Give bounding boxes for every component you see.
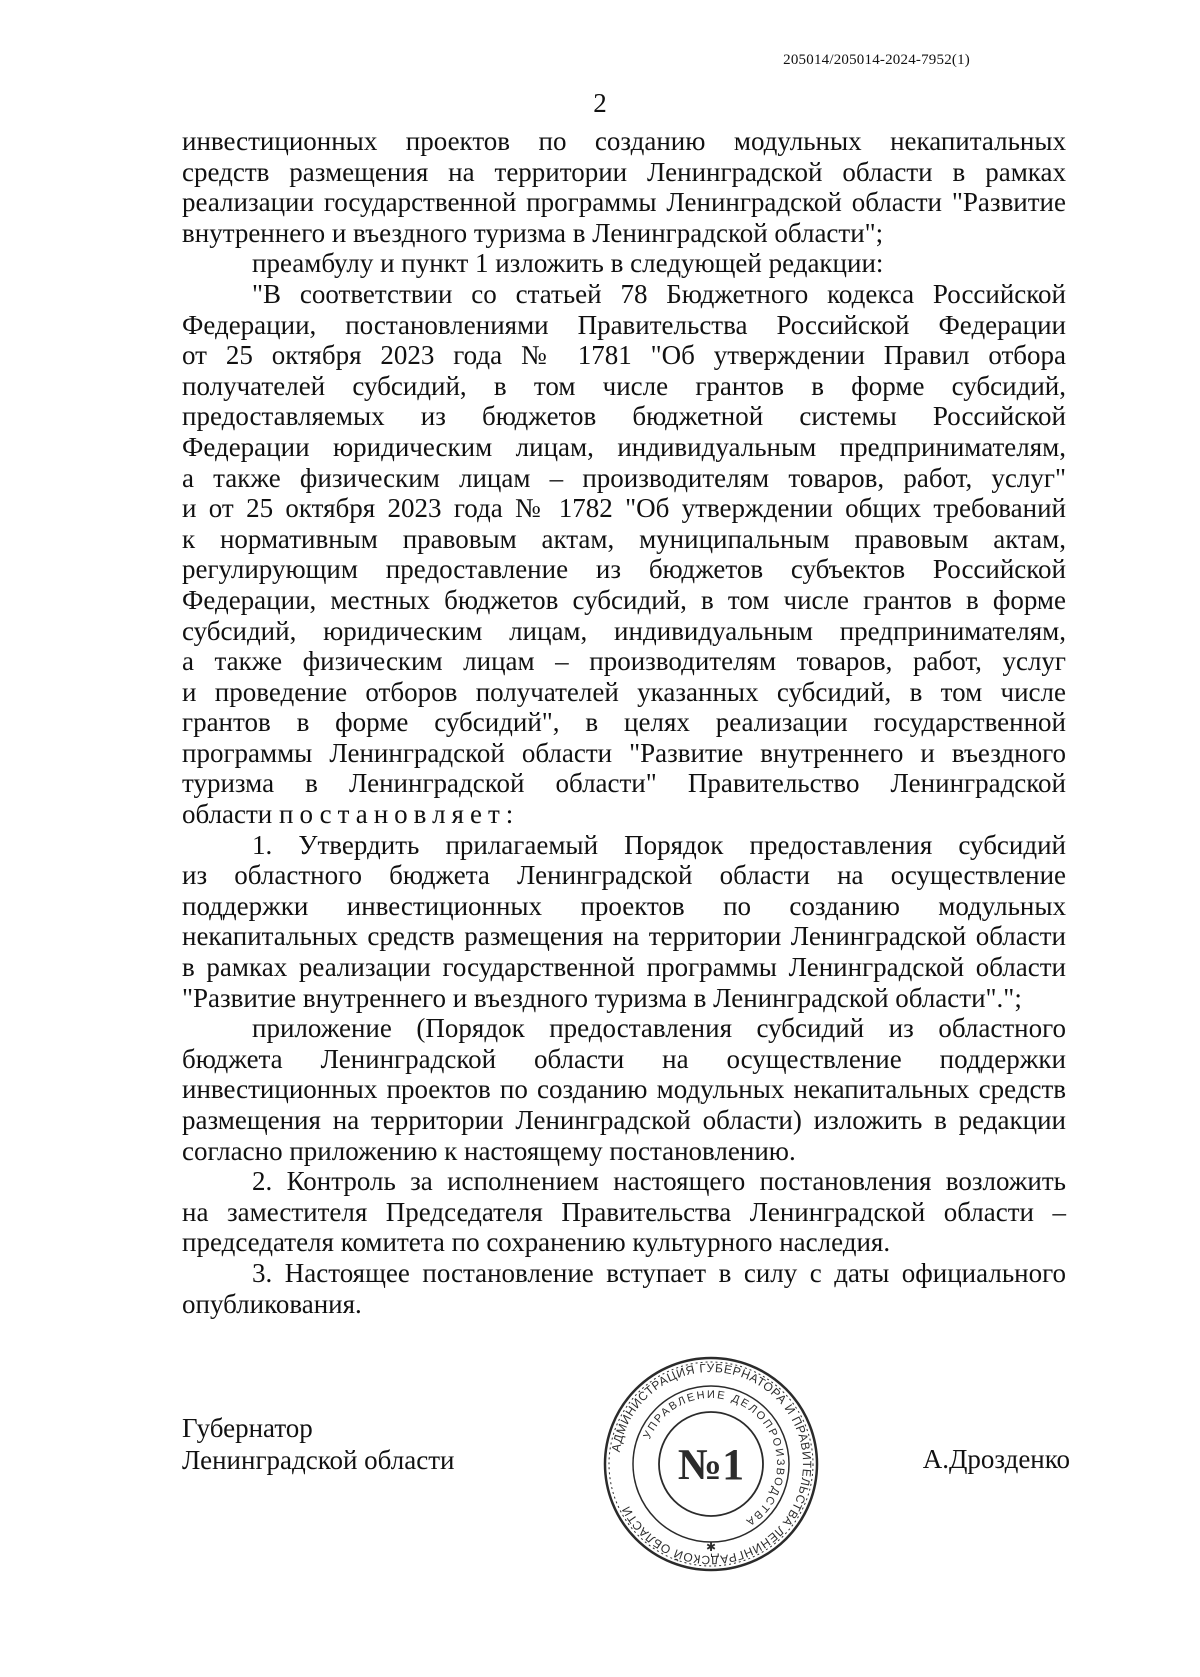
page-number: 2 [593, 88, 607, 118]
text-line: реализации государственной программы Ленинградской области "Развитие [182, 187, 1066, 218]
seal-inner-text: УПРАВЛЕНИЕ ДЕЛОПРОИЗВОДСТВА [641, 1388, 787, 1529]
signatory-title-line-2: Ленинградской области [182, 1445, 455, 1475]
text-line: Федерации юридическим лицам, индивидуальным предпринимателям, [182, 431, 1066, 462]
text-line: туризма в Ленинградской области" Правительство Ленинградской [182, 768, 1066, 799]
text-line: а также физическим лицам – производителям товаров, работ, услуг" [182, 462, 1066, 493]
text-line: грантов в форме субсидий", в целях реализации государственной [182, 707, 1066, 738]
text-line: от 25 октября 2023 года № 1781 "Об утверждении Правил отбора [182, 340, 1066, 371]
signatory-name: А.Дрозденко [922, 1444, 1070, 1474]
text-line: некапитальных средств размещения на территории Ленинградской области [182, 921, 1066, 952]
text-line: инвестиционных проектов по созданию модульных некапитальных средств [182, 1074, 1066, 1105]
signatory-title [182, 1412, 454, 1476]
text-line: в рамках реализации государственной программы Ленинградской области [182, 952, 1066, 983]
text-line: приложение (Порядок предоставления субсидий из областного [252, 1013, 1066, 1044]
text-line: инвестиционных проектов по созданию модульных некапитальных [182, 126, 1066, 156]
document-id: 205014/205014-2024-7952(1) [783, 52, 970, 68]
text-line: получателей субсидий, в том числе грантов в форме субсидий, [182, 370, 1066, 401]
text-line: 2. Контроль за исполнением настоящего постановления возложить [252, 1166, 1066, 1197]
text-line: 3. Настоящее постановление вступает в силу с даты официального [252, 1257, 1066, 1288]
text-line: бюджета Ленинградской области на осуществление поддержки [182, 1043, 1066, 1074]
resolution-prefix: области [182, 799, 280, 830]
text-line: поддержки инвестиционных проектов по созданию модульных [182, 890, 1066, 921]
text-line: предоставляемых из бюджетов бюджетной системы Российской [182, 401, 1066, 432]
text-line: к нормативным правовым актам, муниципальным правовым актам, [182, 523, 1066, 554]
text-line: "Развитие внутреннего и въездного туризма в Ленинградской области"."; [182, 982, 1022, 1013]
text-line: субсидий, юридическим лицам, индивидуальным предпринимателям, [182, 615, 1066, 646]
text-line: программы Ленинградской области "Развитие внутреннего и въездного [182, 737, 1066, 768]
text-line: размещения на территории Ленинградской области) изложить в редакции [182, 1105, 1066, 1135]
text-line: "В соответствии со статьей 78 Бюджетного кодекса Российской [252, 278, 1066, 309]
text-line: регулирующим предоставление из бюджетов субъектов Российской [182, 554, 1066, 585]
resolution-line [182, 799, 1066, 830]
text-line: председателя комитета по сохранению культурного наследия. [182, 1227, 891, 1258]
text-line: 1. Утвердить прилагаемый Порядок предоставления субсидий [252, 829, 1066, 860]
signatory-title-line-1: Губернатор [182, 1413, 313, 1443]
text-line: и от 25 октября 2023 года № 1782 "Об утверждении общих требований [182, 493, 1066, 524]
official-seal [602, 1355, 820, 1573]
text-line: средств размещения на территории Ленинградской области в рамках [182, 156, 1066, 187]
text-line: внутреннего и въездного туризма в Ленинградской области"; [182, 217, 884, 248]
document-body [182, 126, 1066, 1319]
text-line: а также физическим лицам – производителям товаров, работ, услуг [182, 646, 1066, 677]
text-line: на заместителя Председателя Правительства Ленинградской области – [182, 1196, 1066, 1227]
text-line: согласно приложению к настоящему постановлению. [182, 1135, 796, 1166]
text-line: преамбулу и пункт 1 изложить в следующей редакции: [252, 248, 884, 279]
text-line: опубликования. [182, 1288, 362, 1319]
text-line: и проведение отборов получателей указанных субсидий, в том числе [182, 676, 1066, 707]
text-line: Федерации, постановлениями Правительства Российской Федерации [182, 309, 1066, 340]
seal-number: №1 [677, 1440, 745, 1489]
resolution-verb: постановляет: [279, 799, 520, 830]
text-line: Федерации, местных бюджетов субсидий, в том числе грантов в форме [182, 584, 1066, 615]
seal-outer-text: АДМИНИСТРАЦИЯ ГУБЕРНАТОРА И ПРАВИТЕЛЬСТВА ЛЕНИНГРАДСКОЙ ОБЛАСТИ [608, 1360, 815, 1568]
text-line: из областного бюджета Ленинградской области на осуществление [182, 860, 1066, 891]
star-icon: ✱ [705, 1540, 717, 1554]
